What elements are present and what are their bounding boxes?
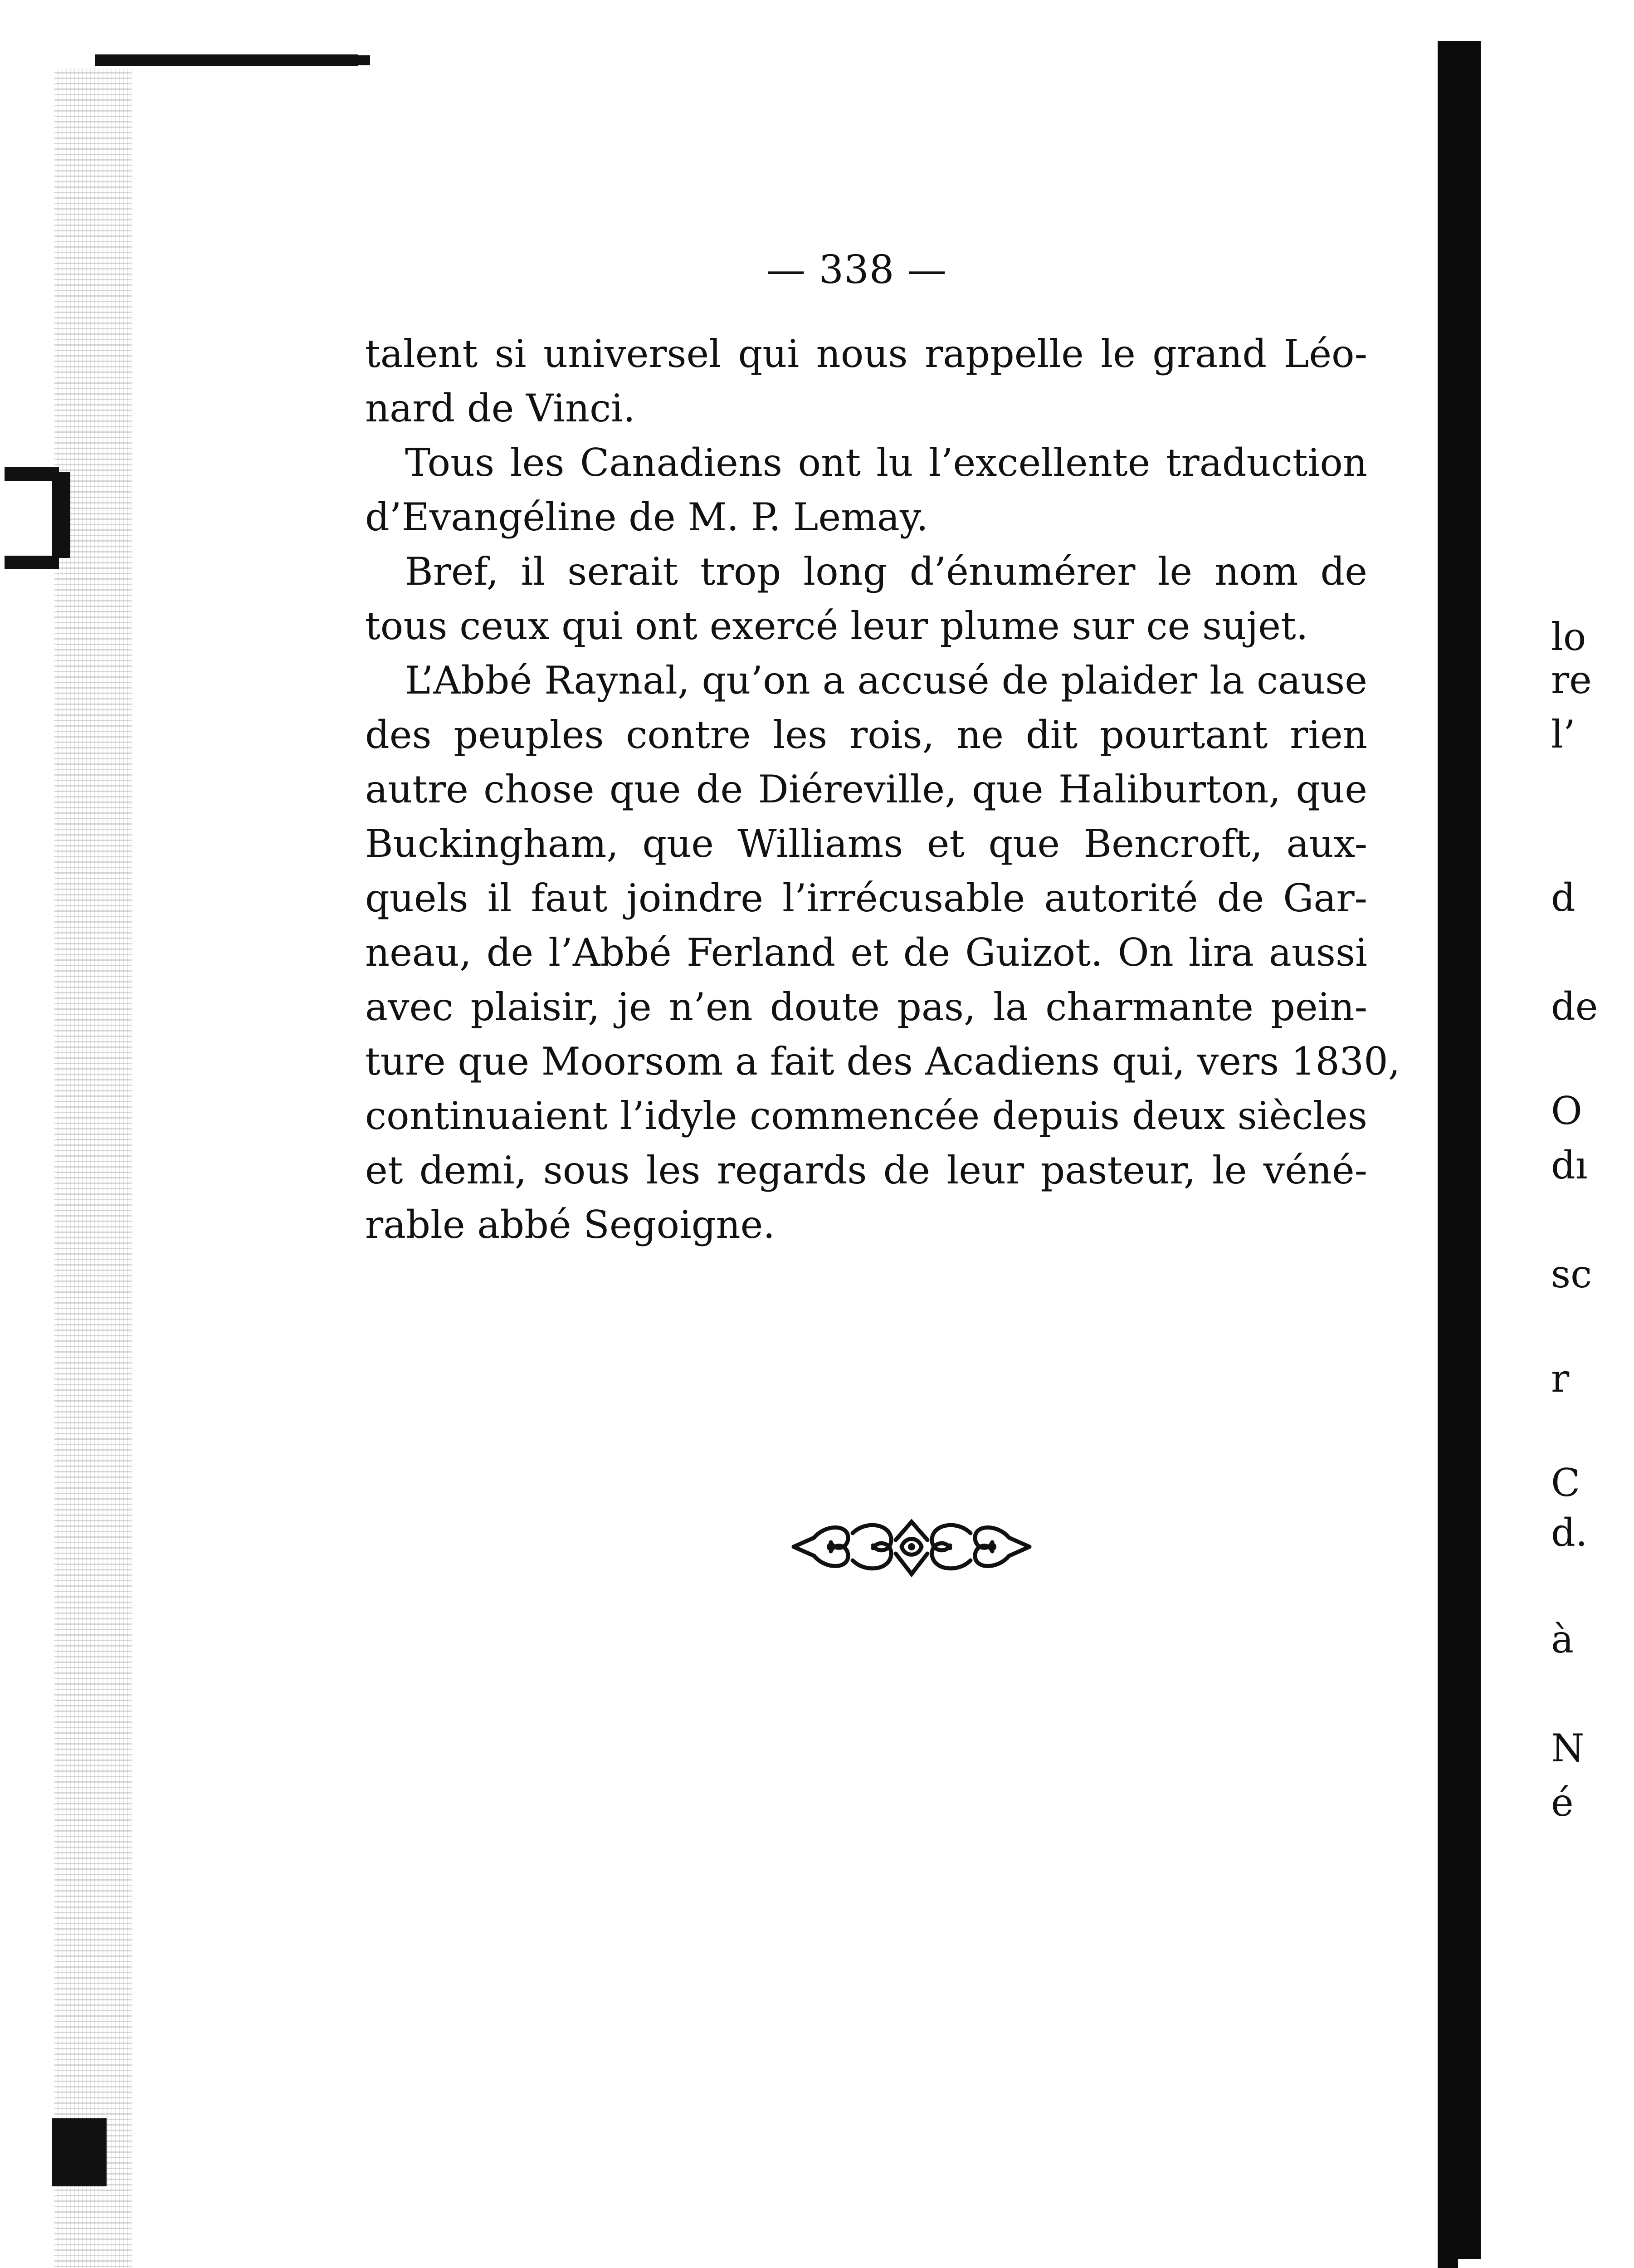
page-number: — 338 — — [766, 247, 947, 293]
facing-page-fragment: r — [1551, 1356, 1570, 1401]
facing-page-fragment: O — [1551, 1089, 1582, 1133]
text-line: Bref, il serait trop long d’énumérer le nom de — [405, 549, 1367, 594]
facing-page-fragment: é — [1551, 1780, 1574, 1825]
facing-page-fragment: dı — [1551, 1143, 1588, 1188]
facing-page-fragment: d. — [1551, 1510, 1588, 1555]
facing-page-fragment: re — [1551, 658, 1592, 702]
page-body — [365, 327, 1400, 1252]
facing-page-fragment: C — [1551, 1461, 1580, 1505]
facing-page-fragment: lo — [1551, 615, 1586, 659]
facing-page-fragment: sc — [1551, 1252, 1592, 1296]
text-line: autre chose que de Diéreville, que Haliburton, que — [365, 767, 1367, 811]
scan-right-edge-bar — [1438, 41, 1481, 2259]
scan-left-margin-noise — [54, 68, 132, 2268]
fleuron-ornament-icon — [789, 1513, 1034, 1581]
text-line: talent si universel qui nous rappelle le grand Léo- — [365, 332, 1367, 376]
facing-page-fragment: de — [1551, 984, 1598, 1029]
scan-left-bracket-vertical — [52, 472, 70, 558]
scan-left-bracket-top — [5, 467, 59, 481]
text-line: quels il faut joindre l’irrécusable autorité de Gar- — [365, 876, 1367, 920]
facing-page-fragment: d — [1551, 875, 1575, 920]
text-line: tous ceux qui ont exercé leur plume sur ce sujet. — [365, 604, 1308, 648]
text-line: Buckingham, que Williams et que Bencroft, aux- — [365, 821, 1367, 866]
text-line: nard de Vinci. — [365, 386, 635, 430]
scan-left-block — [52, 2118, 107, 2186]
text-line: Tous les Canadiens ont lu l’excellente traduction — [405, 440, 1367, 485]
text-line: et demi, sous les regards de leur pasteur, le véné- — [365, 1148, 1367, 1193]
scan-top-rule-mark — [358, 55, 370, 65]
scan-top-rule — [95, 54, 358, 66]
facing-page-fragment: N — [1551, 1726, 1585, 1770]
text-line: neau, de l’Abbé Ferland et de Guizot. On lira aussi — [365, 930, 1367, 975]
text-line: L’Abbé Raynal, qu’on a accusé de plaider la cause — [405, 658, 1367, 703]
scan-left-bracket-bottom — [5, 556, 59, 569]
facing-page-fragment: l’ — [1551, 712, 1575, 757]
text-line: continuaient l’idyle commencée depuis deux siècles — [365, 1094, 1367, 1138]
text-line: d’Evangéline de M. P. Lemay. — [365, 495, 928, 539]
text-line: avec plaisir, je n’en doute pas, la charmante pein- — [365, 985, 1367, 1029]
text-line: des peuples contre les rois, ne dit pourtant rien — [365, 713, 1367, 757]
text-line: ture que Moorsom a fait des Acadiens qui, vers 1830, — [365, 1039, 1400, 1084]
facing-page-fragment: à — [1551, 1617, 1574, 1662]
text-line: rable abbé Segoigne. — [365, 1202, 776, 1247]
